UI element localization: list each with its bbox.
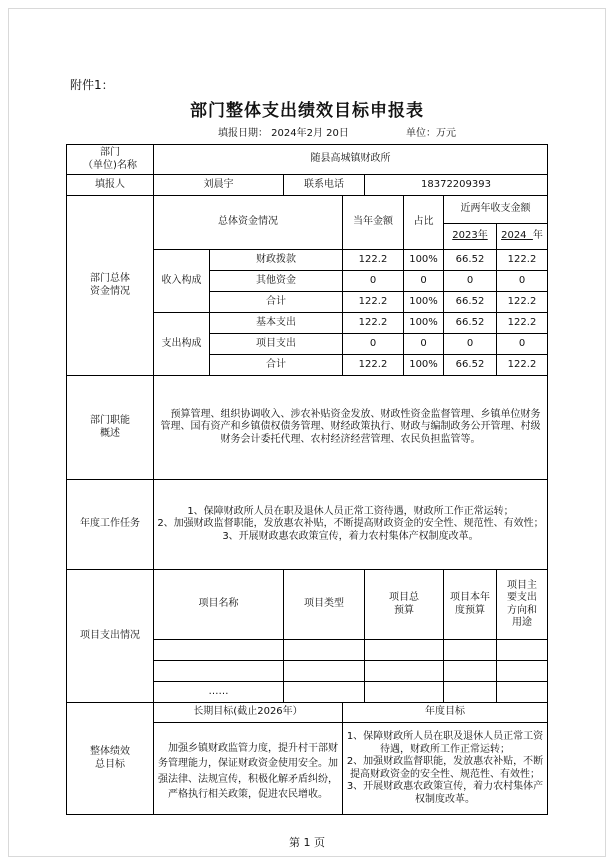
row-2023: 66.52 bbox=[444, 355, 497, 376]
row-name: 财政拨款 bbox=[210, 250, 343, 271]
row-amount: 122.2 bbox=[343, 313, 404, 334]
row-amount: 122.2 bbox=[343, 292, 404, 313]
annual-goal-header: 年度目标 bbox=[343, 703, 548, 723]
project-name-header: 项目名称 bbox=[154, 570, 284, 640]
project-total-budget-header: 项目总 预算 bbox=[365, 570, 444, 640]
project-label: 项目支出情况 bbox=[67, 570, 154, 703]
filler-value: 刘晨宇 bbox=[154, 175, 284, 196]
dept-name-label: 部门 （单位)名称 bbox=[67, 145, 154, 175]
row-ratio: 0 bbox=[404, 334, 444, 355]
project-annual-budget-header: 项目本年 度预算 bbox=[444, 570, 497, 640]
row-2024: 0 bbox=[497, 271, 548, 292]
income-label: 收入构成 bbox=[154, 250, 210, 313]
row-name: 项目支出 bbox=[210, 334, 343, 355]
funds-section-label: 部门总体 资金情况 bbox=[67, 196, 154, 376]
row-amount: 122.2 bbox=[343, 250, 404, 271]
year-2024-header: 2024 年 bbox=[497, 224, 548, 250]
row-2024: 0 bbox=[497, 334, 548, 355]
row-2023: 66.52 bbox=[444, 313, 497, 334]
row-amount: 0 bbox=[343, 271, 404, 292]
goal-label: 整体绩效 总目标 bbox=[67, 703, 154, 815]
phone-label: 联系电话 bbox=[284, 175, 365, 196]
row-ratio: 100% bbox=[404, 292, 444, 313]
project-ellipsis: …… bbox=[154, 682, 284, 703]
row-2024: 122.2 bbox=[497, 313, 548, 334]
annual-task-label: 年度工作任务 bbox=[67, 480, 154, 570]
project-type-header: 项目类型 bbox=[284, 570, 365, 640]
declaration-table bbox=[66, 144, 548, 815]
duty-text: 预算管理、组织协调收入、涉农补贴资金发放、财政性资金监督管理、乡镇单位财务管理、国有资产和乡镇债权债务管理、财经政策执行、财政与编制政务公开管理、村级财务会计委托代理、农村经济经营管理、农民负担监管等。 bbox=[154, 376, 548, 480]
row-name: 合计 bbox=[210, 355, 343, 376]
long-term-goal-header: 长期目标(截止2026年） bbox=[154, 703, 343, 723]
recent-years-header: 近两年收支金额 bbox=[444, 196, 548, 224]
row-name: 基本支出 bbox=[210, 313, 343, 334]
row-ratio: 100% bbox=[404, 250, 444, 271]
dept-name-value: 随县高城镇财政所 bbox=[154, 145, 548, 175]
row-name: 合计 bbox=[210, 292, 343, 313]
annual-task-text: 1、保障财政所人员在职及退休人员正常工资待遇，财政所工作正常运转； 2、加强财政监督职能，发放惠农补贴，不断提高财政资金的安全性、规范性、有效性； 3、开展财政惠农政策宣传，着力农村集体产权制度改革。 bbox=[154, 480, 548, 570]
row-amount: 122.2 bbox=[343, 355, 404, 376]
row-2024: 122.2 bbox=[497, 250, 548, 271]
attachment-label: 附件1： bbox=[70, 78, 114, 92]
page-title: 部门整体支出绩效目标申报表 bbox=[190, 101, 424, 121]
row-ratio: 0 bbox=[404, 271, 444, 292]
phone-value: 18372209393 bbox=[365, 175, 548, 196]
row-name: 其他资金 bbox=[210, 271, 343, 292]
funds-overall-header: 总体资金情况 bbox=[154, 196, 343, 250]
row-2023: 0 bbox=[444, 271, 497, 292]
unit-label: 单位：万元 bbox=[406, 128, 456, 139]
expense-label: 支出构成 bbox=[154, 313, 210, 376]
row-ratio: 100% bbox=[404, 313, 444, 334]
row-ratio: 100% bbox=[404, 355, 444, 376]
row-2023: 66.52 bbox=[444, 250, 497, 271]
fill-date: 填报日期： 2024年2月 20日 bbox=[218, 128, 349, 139]
duty-label: 部门职能 概述 bbox=[67, 376, 154, 480]
row-amount: 0 bbox=[343, 334, 404, 355]
row-2023: 0 bbox=[444, 334, 497, 355]
ratio-header: 占比 bbox=[404, 196, 444, 250]
project-purpose-header: 项目主 要支出 方向和 用途 bbox=[497, 570, 548, 640]
year-2023-header: 2023年 bbox=[444, 224, 497, 250]
page-number: 第 1 页 bbox=[289, 836, 325, 849]
row-2024: 122.2 bbox=[497, 355, 548, 376]
long-term-goal-text: 加强乡镇财政监管力度，提升村干部财务管理能力，保证财政资金使用安全。加强法律、法规宣传，积极化解矛盾纠纷，严格执行相关政策，促进农民增收。 bbox=[154, 723, 343, 815]
filler-label: 填报人 bbox=[67, 175, 154, 196]
row-2023: 66.52 bbox=[444, 292, 497, 313]
annual-goal-text: 1、保障财政所人员在职及退休人员正常工资待遇，财政所工作正常运转； 2、加强财政监督职能，发放惠农补贴，不断提高财政资金的安全性、规范性、有效性； 3、开展财政惠农政策宣传，着力农村集体产权制度改革。 bbox=[343, 723, 548, 815]
row-2024: 122.2 bbox=[497, 292, 548, 313]
current-amount-header: 当年金额 bbox=[343, 196, 404, 250]
